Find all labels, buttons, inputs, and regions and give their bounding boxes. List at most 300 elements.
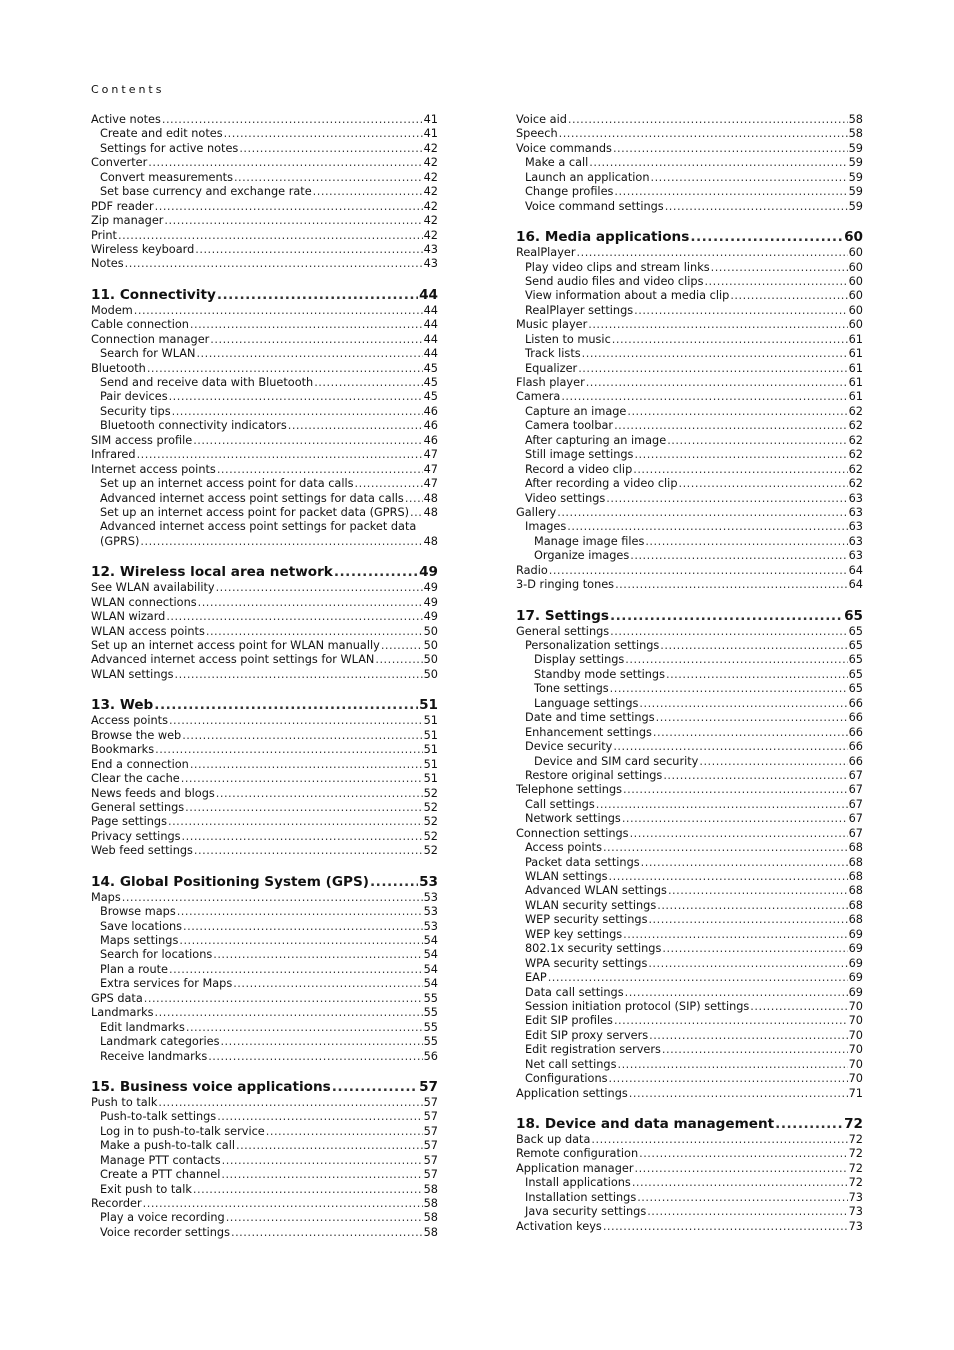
toc-subsection-entry[interactable] (516, 856, 863, 870)
toc-page-number: 65 (848, 639, 863, 652)
toc-page-number: 70 (848, 1028, 863, 1042)
toc-subsection-entry[interactable] (91, 963, 438, 977)
toc-page-number: 53 (423, 919, 438, 933)
toc-subsection-entry[interactable] (516, 884, 863, 898)
toc-page-number: 62 (848, 419, 863, 433)
toc-entry-title: Voice aid (516, 113, 567, 126)
toc-entry-title: Net call settings (525, 1057, 617, 1071)
toc-section-entry[interactable] (516, 1087, 863, 1101)
toc-subsection-entry[interactable] (516, 726, 863, 740)
toc-entry-title: WPA security settings (525, 956, 648, 970)
toc-section-entry[interactable] (91, 304, 438, 318)
toc-page-number: 52 (423, 815, 438, 829)
toc-subsection-entry[interactable] (91, 1226, 438, 1240)
toc-entry-title: Data call settings (525, 985, 624, 999)
toc-page-number: 61 (848, 347, 863, 361)
toc-entry-title: Video settings (525, 491, 606, 505)
toc-subsection-entry[interactable] (516, 668, 863, 682)
toc-subsection-entry[interactable] (516, 289, 863, 303)
toc-subsection-entry[interactable] (516, 419, 863, 433)
toc-entry-title: Date and time settings (525, 711, 655, 725)
toc-entry-title: 12. Wireless local area network (91, 564, 333, 581)
toc-section-entry[interactable] (516, 246, 863, 260)
dot-leader (222, 1154, 423, 1168)
dot-leader (125, 257, 423, 271)
toc-subsection-entry[interactable] (516, 957, 863, 971)
toc-page-number: 43 (423, 242, 438, 256)
toc-subsection-entry[interactable] (91, 977, 438, 991)
dot-leader (591, 1133, 847, 1147)
toc-page-number: 61 (848, 332, 863, 346)
toc-subsection-entry[interactable] (91, 185, 438, 199)
toc-subsection-entry[interactable] (516, 520, 863, 534)
toc-entry-title: Record a video clip (525, 462, 633, 476)
toc-section-entry[interactable] (91, 844, 438, 858)
toc-subsection-entry[interactable] (516, 333, 863, 347)
toc-page-number: 42 (423, 170, 438, 184)
toc-subsection-entry[interactable] (516, 1000, 863, 1014)
toc-chapter-entry[interactable] (516, 607, 863, 625)
toc-page-number: 57 (419, 1078, 438, 1095)
toc-page-number: 72 (848, 1161, 863, 1175)
toc-section-entry[interactable] (91, 714, 438, 728)
toc-subsection-entry[interactable] (91, 920, 438, 934)
dot-leader (647, 1205, 847, 1219)
toc-section-entry[interactable] (516, 1220, 863, 1234)
toc-page-number: 68 (848, 855, 863, 869)
toc-section-entry[interactable] (91, 243, 438, 257)
toc-entry-title: EAP (525, 971, 547, 985)
toc-page-number: 58 (423, 1211, 438, 1225)
toc-page-number: 51 (423, 714, 438, 728)
toc-subsection-entry[interactable] (516, 899, 863, 913)
toc-subsection-entry[interactable] (516, 347, 863, 361)
toc-subsection-entry[interactable] (516, 1191, 863, 1205)
dot-leader (549, 564, 848, 578)
dot-leader (635, 1162, 848, 1176)
toc-page-number: 44 (423, 332, 438, 346)
toc-entry-title: News feeds and blogs (91, 786, 215, 800)
toc-subsection-entry[interactable] (516, 812, 863, 826)
toc-page-number: 54 (423, 962, 438, 976)
toc-page-number: 53 (419, 873, 438, 890)
toc-section-entry[interactable] (516, 1147, 863, 1161)
toc-subsection-entry[interactable] (91, 347, 438, 361)
toc-subsection-entry[interactable] (91, 1050, 438, 1064)
toc-section-entry[interactable] (91, 333, 438, 347)
toc-entry-title: Flash player (516, 376, 585, 389)
toc-subsection-entry[interactable] (516, 755, 863, 769)
dot-leader (627, 405, 847, 419)
toc-entry-title: General settings (516, 624, 610, 638)
toc-section-entry[interactable] (91, 581, 438, 595)
toc-page-number: 64 (848, 563, 863, 577)
toc-page-number: 63 (848, 534, 863, 548)
toc-subsection-entry[interactable] (91, 948, 438, 962)
toc-section-entry[interactable] (516, 318, 863, 332)
toc-page-number: 59 (848, 156, 863, 170)
toc-chapter-entry[interactable] (91, 873, 438, 891)
toc-section-entry[interactable] (91, 200, 438, 214)
dot-leader (226, 1211, 423, 1225)
toc-subsection-entry[interactable] (516, 711, 863, 725)
toc-page-number: 57 (423, 1124, 438, 1138)
toc-page-number: 70 (848, 1043, 863, 1057)
toc-subsection-entry[interactable] (516, 362, 863, 376)
toc-subsection-entry[interactable] (91, 127, 438, 141)
toc-entry-title: Advanced internet access point settings for data calls (100, 491, 404, 505)
toc-page-number: 44 (423, 318, 438, 332)
dot-leader (663, 769, 847, 783)
toc-subsection-entry[interactable] (91, 934, 438, 948)
toc-page-number: 70 (848, 1057, 863, 1071)
toc-subsection-entry[interactable] (516, 434, 863, 448)
toc-entry-title: Edit SIP proxy servers (525, 1028, 649, 1042)
toc-subsection-entry[interactable] (91, 1110, 438, 1124)
dot-leader (653, 726, 848, 740)
toc-section-entry[interactable] (516, 376, 863, 390)
toc-subsection-entry[interactable] (91, 1139, 438, 1153)
toc-subsection-entry[interactable] (516, 653, 863, 667)
toc-entry-title: Music player (516, 318, 588, 332)
toc-entry-title: Set base currency and exchange rate (100, 185, 312, 199)
toc-page-number: 46 (423, 404, 438, 418)
toc-subsection-entry[interactable] (516, 492, 863, 506)
toc-entry-title: WLAN settings (91, 667, 174, 681)
dot-leader (632, 1176, 848, 1190)
toc-section-entry[interactable] (91, 891, 438, 905)
toc-subsection-entry[interactable] (91, 405, 438, 419)
toc-entry-title: SIM access profile (91, 433, 193, 447)
toc-subsection-entry[interactable] (91, 506, 438, 520)
dot-leader (656, 711, 848, 725)
dot-leader (606, 492, 847, 506)
toc-page-number: 65 (848, 682, 863, 696)
toc-page-number: 70 (848, 1014, 863, 1028)
toc-subsection-entry[interactable] (91, 1125, 438, 1139)
dot-leader (213, 948, 422, 962)
dot-leader (122, 891, 423, 905)
toc-section-entry[interactable] (91, 362, 438, 376)
toc-page-number: 58 (848, 127, 863, 141)
toc-subsection-entry[interactable] (516, 171, 863, 185)
toc-subsection-entry[interactable] (91, 376, 438, 390)
toc-entry-title: Gallery (516, 505, 557, 519)
toc-chapter-entry[interactable] (516, 228, 863, 246)
toc-chapter-entry[interactable] (91, 563, 438, 581)
toc-subsection-entry[interactable] (516, 913, 863, 927)
dot-leader (557, 506, 847, 520)
toc-subsection-entry[interactable] (516, 549, 863, 563)
toc-entry-title: Personalization settings (525, 639, 660, 652)
toc-page-number: 52 (423, 800, 438, 814)
toc-entry-title: Enhancement settings (525, 725, 652, 739)
toc-entry-title: Back up data (516, 1133, 591, 1146)
toc-section-entry[interactable] (516, 827, 863, 841)
toc-section-entry[interactable] (91, 787, 438, 801)
toc-page-number: 66 (848, 711, 863, 725)
dot-leader (172, 405, 423, 419)
toc-page-number: 67 (848, 768, 863, 782)
toc-page-number: 41 (423, 113, 438, 126)
toc-subsection-entry[interactable] (516, 448, 863, 462)
toc-page-number: 62 (848, 477, 863, 491)
toc-section-entry[interactable] (91, 463, 438, 477)
toc-page-number: 57 (423, 1139, 438, 1153)
toc-entry-title: Packet data settings (525, 855, 640, 869)
toc-entry-title: General settings (91, 800, 185, 814)
toc-entry-title: RealPlayer settings (525, 303, 634, 317)
dot-leader (625, 653, 847, 667)
toc-subsection-entry[interactable] (91, 1183, 438, 1197)
toc-entry-title: Converter (91, 156, 148, 170)
toc-section-entry[interactable] (516, 1133, 863, 1147)
toc-section-entry[interactable] (91, 830, 438, 844)
toc-section-entry[interactable] (91, 1197, 438, 1211)
toc-page-number: 55 (423, 1035, 438, 1049)
toc-subsection-entry[interactable] (516, 1205, 863, 1219)
dot-leader (577, 246, 848, 260)
toc-page-number: 67 (848, 826, 863, 840)
toc-page-number: 65 (848, 624, 863, 638)
dot-leader (177, 905, 423, 919)
dot-leader (657, 899, 847, 913)
toc-subsection-entry[interactable] (91, 390, 438, 404)
toc-section-entry[interactable] (91, 1006, 438, 1020)
toc-page-number: 58 (848, 113, 863, 126)
toc-subsection-entry[interactable] (91, 1035, 438, 1049)
toc-entry-title: Search for locations (100, 948, 213, 962)
toc-entry-title: WLAN connections (91, 595, 197, 609)
toc-entry-title: Voice command settings (525, 199, 664, 213)
dot-leader (610, 682, 848, 696)
toc-chapter-entry[interactable] (516, 1115, 863, 1133)
toc-page-number: 60 (848, 318, 863, 332)
toc-entry-title: Notes (91, 257, 124, 271)
toc-subsection-entry[interactable] (91, 905, 438, 919)
toc-section-entry[interactable] (91, 668, 438, 682)
toc-page-number: 60 (844, 229, 863, 246)
dot-leader (561, 390, 847, 404)
toc-subsection-entry[interactable] (516, 1072, 863, 1086)
dot-leader (666, 668, 848, 682)
toc-section-entry[interactable] (91, 257, 438, 271)
toc-section-entry[interactable] (516, 625, 863, 639)
toc-page-number: 49 (423, 595, 438, 609)
toc-page-number: 60 (848, 274, 863, 288)
toc-subsection-entry[interactable] (516, 1029, 863, 1043)
toc-subsection-entry[interactable] (516, 1043, 863, 1057)
toc-subsection-entry[interactable] (91, 1168, 438, 1182)
dot-leader (622, 812, 848, 826)
toc-chapter-entry[interactable] (91, 696, 438, 714)
toc-section-entry[interactable] (91, 815, 438, 829)
toc-subsection-entry[interactable] (516, 261, 863, 275)
toc-section-entry[interactable] (91, 653, 438, 667)
toc-list-left (91, 113, 438, 1240)
dot-leader (596, 798, 848, 812)
toc-page-number: 42 (423, 141, 438, 155)
toc-page-number: 53 (423, 905, 438, 919)
toc-subsection-entry[interactable] (91, 477, 438, 491)
dot-leader (195, 243, 422, 257)
dot-leader (667, 434, 847, 448)
toc-section-entry[interactable] (516, 506, 863, 520)
toc-subsection-entry[interactable] (516, 798, 863, 812)
dot-leader (134, 304, 423, 318)
toc-section-entry[interactable] (516, 390, 863, 404)
toc-page-number: 73 (848, 1205, 863, 1219)
toc-entry-title: 13. Web (91, 697, 154, 714)
dot-leader (690, 228, 843, 246)
toc-subsection-entry[interactable] (516, 841, 863, 855)
toc-entry-title: Network settings (525, 812, 621, 826)
toc-subsection-entry[interactable] (91, 419, 438, 433)
dot-leader (623, 928, 847, 942)
toc-section-entry[interactable] (91, 758, 438, 772)
dot-leader (613, 740, 847, 754)
toc-entry-title: Web feed settings (91, 844, 193, 858)
toc-subsection-entry[interactable] (516, 156, 863, 170)
toc-section-entry[interactable] (516, 578, 863, 592)
toc-chapter-entry[interactable] (91, 286, 438, 304)
toc-subsection-entry[interactable] (91, 492, 438, 506)
toc-section-entry[interactable] (516, 1162, 863, 1176)
dot-leader (589, 156, 847, 170)
toc-subsection-entry[interactable] (516, 535, 863, 549)
dot-leader (183, 920, 423, 934)
toc-subsection-entry[interactable] (516, 1058, 863, 1072)
toc-section-entry[interactable] (516, 127, 863, 141)
toc-entry-title: PDF reader (91, 199, 154, 213)
dot-leader (609, 870, 848, 884)
toc-entry-line (100, 535, 438, 549)
toc-page-number: 70 (848, 1072, 863, 1086)
toc-section-entry[interactable] (91, 113, 438, 127)
toc-entry-title: Page settings (91, 815, 167, 829)
toc-page-number: 64 (848, 578, 863, 592)
toc-section-entry[interactable] (91, 214, 438, 228)
toc-subsection-entry[interactable] (516, 769, 863, 783)
dot-leader (221, 1168, 422, 1182)
toc-section-entry[interactable] (91, 610, 438, 624)
toc-section-entry[interactable] (516, 142, 863, 156)
toc-subsection-entry[interactable] (91, 171, 438, 185)
toc-section-entry[interactable] (91, 639, 438, 653)
toc-page-number: 55 (423, 1020, 438, 1034)
toc-section-entry[interactable] (91, 992, 438, 1006)
toc-subsection-entry[interactable] (91, 142, 438, 156)
toc-section-entry[interactable] (91, 318, 438, 332)
toc-subsection-entry[interactable] (516, 185, 863, 199)
toc-section-entry[interactable] (516, 113, 863, 127)
toc-subsection-entry[interactable] (516, 477, 863, 491)
toc-subsection-entry[interactable] (516, 1176, 863, 1190)
toc-subsection-entry[interactable] (516, 463, 863, 477)
toc-subsection-entry[interactable] (516, 870, 863, 884)
toc-page-number: 61 (848, 376, 863, 389)
toc-entry-title: Security tips (100, 404, 171, 418)
toc-section-entry[interactable] (91, 448, 438, 462)
dot-leader (603, 1220, 848, 1234)
toc-subsection-entry[interactable] (516, 942, 863, 956)
toc-entry-title: Push-to-talk settings (100, 1110, 217, 1124)
toc-page-number: 49 (419, 564, 438, 581)
dot-leader (208, 1050, 422, 1064)
toc-page-number: 42 (423, 214, 438, 228)
toc-section-entry[interactable] (91, 729, 438, 743)
toc-entry-title: Internet access points (91, 462, 216, 476)
toc-section-entry[interactable] (91, 801, 438, 815)
toc-section-entry[interactable] (91, 229, 438, 243)
dot-leader (548, 971, 848, 985)
toc-section-entry[interactable] (91, 434, 438, 448)
toc-page-number: 55 (423, 1006, 438, 1020)
toc-page-number: 68 (848, 898, 863, 912)
toc-section-entry[interactable] (516, 783, 863, 797)
toc-section-entry[interactable] (91, 1096, 438, 1110)
dot-leader (588, 318, 847, 332)
toc-entry-title: Manage image files (534, 534, 645, 548)
toc-page-number: 57 (423, 1153, 438, 1167)
toc-subsection-entry[interactable] (516, 275, 863, 289)
toc-page-number: 47 (423, 448, 438, 462)
toc-subsection-entry[interactable] (91, 1211, 438, 1225)
toc-subsection-entry[interactable] (516, 740, 863, 754)
toc-subsection-entry[interactable] (516, 1014, 863, 1028)
toc-subsection-entry[interactable] (91, 520, 438, 549)
toc-entry-title: 11. Connectivity (91, 286, 216, 303)
toc-subsection-entry[interactable] (516, 971, 863, 985)
toc-section-entry[interactable] (516, 564, 863, 578)
toc-subsection-entry[interactable] (516, 682, 863, 696)
toc-subsection-entry[interactable] (516, 200, 863, 214)
toc-entry-title: Clear the cache (91, 772, 180, 786)
toc-subsection-entry[interactable] (516, 639, 863, 653)
dot-leader (169, 963, 423, 977)
toc-subsection-entry[interactable] (516, 986, 863, 1000)
toc-entry-title: Create a PTT channel (100, 1168, 221, 1182)
dot-leader (185, 801, 422, 815)
toc-entry-title: Landmark categories (100, 1035, 220, 1049)
toc-section-entry[interactable] (91, 772, 438, 786)
toc-section-entry[interactable] (91, 625, 438, 639)
toc-subsection-entry[interactable] (516, 697, 863, 711)
toc-chapter-entry[interactable] (91, 1078, 438, 1096)
dot-leader (217, 463, 423, 477)
dot-leader (614, 185, 847, 199)
toc-subsection-entry[interactable] (516, 304, 863, 318)
toc-subsection-entry[interactable] (516, 405, 863, 419)
toc-section-entry[interactable] (91, 596, 438, 610)
dot-leader (614, 1014, 848, 1028)
dot-leader (166, 610, 422, 624)
toc-page-number: 67 (848, 812, 863, 826)
toc-page-number: 50 (423, 653, 438, 667)
toc-page-number: 58 (423, 1182, 438, 1196)
toc-entry-title: Plan a route (100, 962, 168, 976)
toc-section-entry[interactable] (91, 743, 438, 757)
toc-page-number: 68 (848, 884, 863, 898)
dot-leader (233, 977, 422, 991)
toc-page-number: 65 (848, 667, 863, 681)
toc-entry-title: View information about a media clip (525, 289, 730, 303)
dot-leader (236, 1139, 423, 1153)
toc-subsection-entry[interactable] (91, 1021, 438, 1035)
toc-subsection-entry[interactable] (91, 1154, 438, 1168)
toc-section-entry[interactable] (91, 156, 438, 170)
toc-subsection-entry[interactable] (516, 928, 863, 942)
